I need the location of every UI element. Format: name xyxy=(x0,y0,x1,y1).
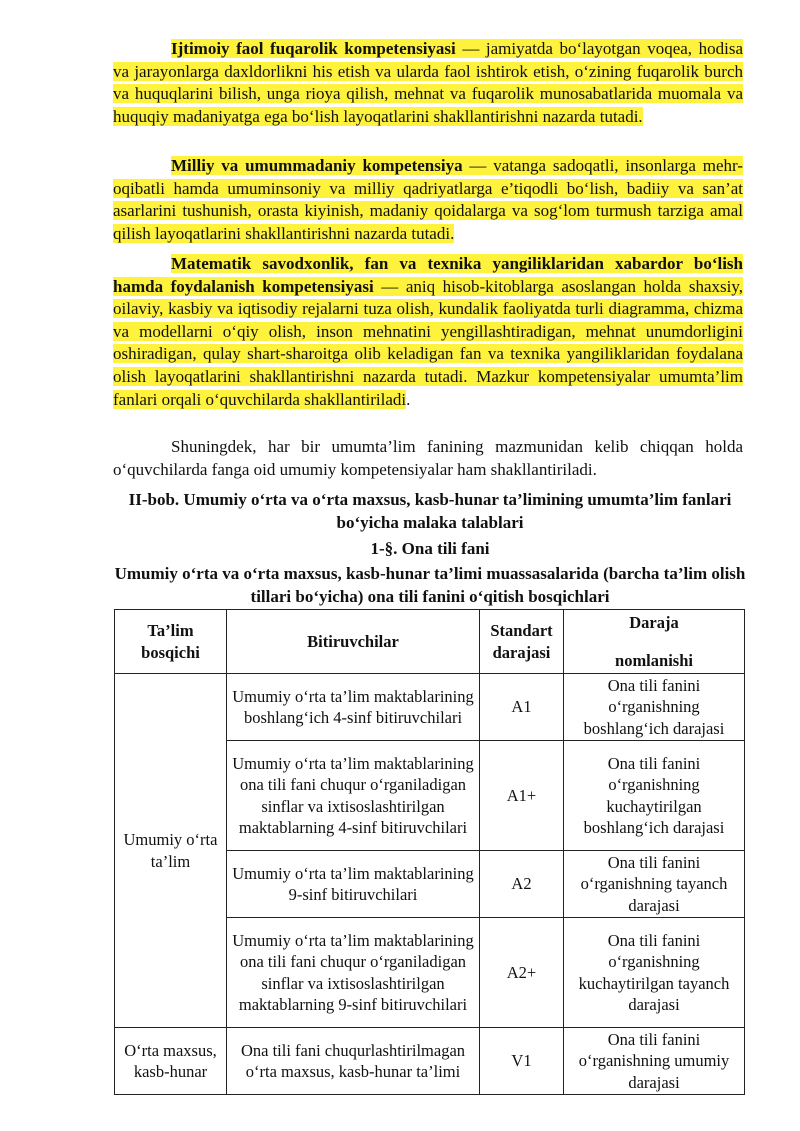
stage-general-secondary: Umumiy o‘rta ta’lim xyxy=(115,674,227,1028)
header-stage: Ta’lim bosqichi xyxy=(115,610,227,674)
paragraph-subject-competence xyxy=(113,436,743,481)
paragraph-civic-competence xyxy=(113,38,743,128)
highlighted-text xyxy=(113,156,743,243)
highlighted-text xyxy=(113,39,743,126)
level-name-cell: Ona tili fanini o‘rganishning kuchaytirilgan boshlang‘ich darajasi xyxy=(564,741,745,851)
level-code-cell: V1 xyxy=(480,1028,564,1095)
level-code-cell: A2+ xyxy=(480,918,564,1028)
stages-table xyxy=(114,609,745,1095)
definition-cultural-competence: — vatanga sadoqatli, insonlarga mehr-oqibatli hamda umuminsoniy va milliy qadriyatlarga e’tiqodli bo‘lish, badiiy va san’at asarlarini tushunish, orasta kiyinish, madaniy qoidalarga va sog‘lom turmush tarziga amal qilish layoqatlarini shakllantirishni nazarda tutadi. xyxy=(113,156,743,243)
term-math-competence: Matematik savodxonlik, fan va texnika yangiliklaridan xabardor bo‘lish hamda foydalanish kompetensiyasi xyxy=(113,254,743,296)
header-level-name xyxy=(564,610,745,674)
graduates-cell: Ona tili fani chuqurlashtirilmagan o‘rta maxsus, kasb-hunar ta’limi xyxy=(227,1028,480,1095)
graduates-cell: Umumiy o‘rta ta’lim maktablarining boshlang‘ich 4-sinf bitiruvchilari xyxy=(227,674,480,741)
section-heading: 1-§. Ona tili fani xyxy=(370,539,490,558)
level-name-cell: Ona tili fanini o‘rganishning tayanch darajasi xyxy=(564,851,745,918)
header-level-name-line1: Daraja xyxy=(629,613,679,632)
table-title: Umumiy o‘rta va o‘rta maxsus, kasb-hunar ta’limi muassasalarida (barcha ta’lim olish tillari bo‘yicha) ona tili fanini o‘qitish bosqichlari xyxy=(114,564,746,606)
level-code-cell: A2 xyxy=(480,851,564,918)
header-level-name-line2: nomlanishi xyxy=(615,650,693,670)
paragraph-math-competence xyxy=(113,253,743,411)
table-row xyxy=(115,1028,745,1095)
highlighted-text xyxy=(113,254,743,409)
level-name-cell: Ona tili fanini o‘rganishning umumiy darajasi xyxy=(564,1028,745,1095)
table-header-row xyxy=(115,610,745,674)
paragraph-text: Shuningdek, har bir umumta’lim fanining mazmunidan kelib chiqqan holda o‘quvchilarda fanga oid umumiy kompetensiyalar ham shakllantiriladi. xyxy=(113,437,743,479)
header-standard-level: Standart darajasi xyxy=(480,610,564,674)
term-cultural-competence: Milliy va umummadaniy kompetensiya xyxy=(171,156,463,175)
paragraph-cultural-competence xyxy=(113,155,743,245)
sentence-end: . xyxy=(406,389,411,409)
definition-civic-competence: — jamiyatda bo‘layotgan voqea, hodisa va jarayonlarga daxldorlikni his etish va ularda faol ishtirok etish, o‘zining fuqarolik burch va huquqlarini bilish, unga rioya qilish, mehnat va fuqarolik munosabatlarida muomala va huquqiy madaniyatga ega bo‘lish layoqatlarini shakllantirishni nazarda tutadi. xyxy=(113,39,744,126)
graduates-cell: Umumiy o‘rta ta’lim maktablarining ona tili fani chuqur o‘rganiladigan sinflar va ixtisoslashtirilgan maktablarning 9-sinf bitiruvchilari xyxy=(227,918,480,1028)
level-name-cell: Ona tili fanini o‘rganishning boshlang‘ich darajasi xyxy=(564,674,745,741)
stage-vocational: O‘rta maxsus, kasb-hunar xyxy=(115,1028,227,1095)
table-row xyxy=(115,674,745,741)
header-graduates: Bitiruvchilar xyxy=(227,610,480,674)
level-code-cell: A1 xyxy=(480,674,564,741)
level-code-cell: A1+ xyxy=(480,741,564,851)
graduates-cell: Umumiy o‘rta ta’lim maktablarining ona tili fani chuqur o‘rganiladigan sinflar va ixtisoslashtirilgan maktablarning 4-sinf bitiruvchilari xyxy=(227,741,480,851)
level-name-cell: Ona tili fanini o‘rganishning kuchaytirilgan tayanch darajasi xyxy=(564,918,745,1028)
graduates-cell: Umumiy o‘rta ta’lim maktablarining 9-sinf bitiruvchilari xyxy=(227,851,480,918)
definition-math-competence: — aniq hisob-kitoblarga asoslangan holda shaxsiy, oilaviy, kasbiy va iqtisodiy rejalarni tuza olish, kundalik faoliyatda turli diagramma, chizma va modellarni o‘qiy olish, inson mehnatini yengillashtiradigan, mehnat unumdorligini oshiradigan, qulay shart-sharoitga olib keladigan fan va texnika yangiliklaridan foydalana olish layoqatlarini shakllantirishni nazarda tutadi. Mazkur kompetensiyalar umumta’lim fanlari orqali o‘quvchilarda shakllantiriladi xyxy=(113,276,743,409)
chapter-heading: II-bob. Umumiy o‘rta va o‘rta maxsus, kasb-hunar ta’limining umumta’lim fanlari bo‘yicha malaka talablari xyxy=(128,490,732,532)
term-civic-competence: Ijtimoiy faol fuqarolik kompetensiyasi xyxy=(171,39,456,58)
